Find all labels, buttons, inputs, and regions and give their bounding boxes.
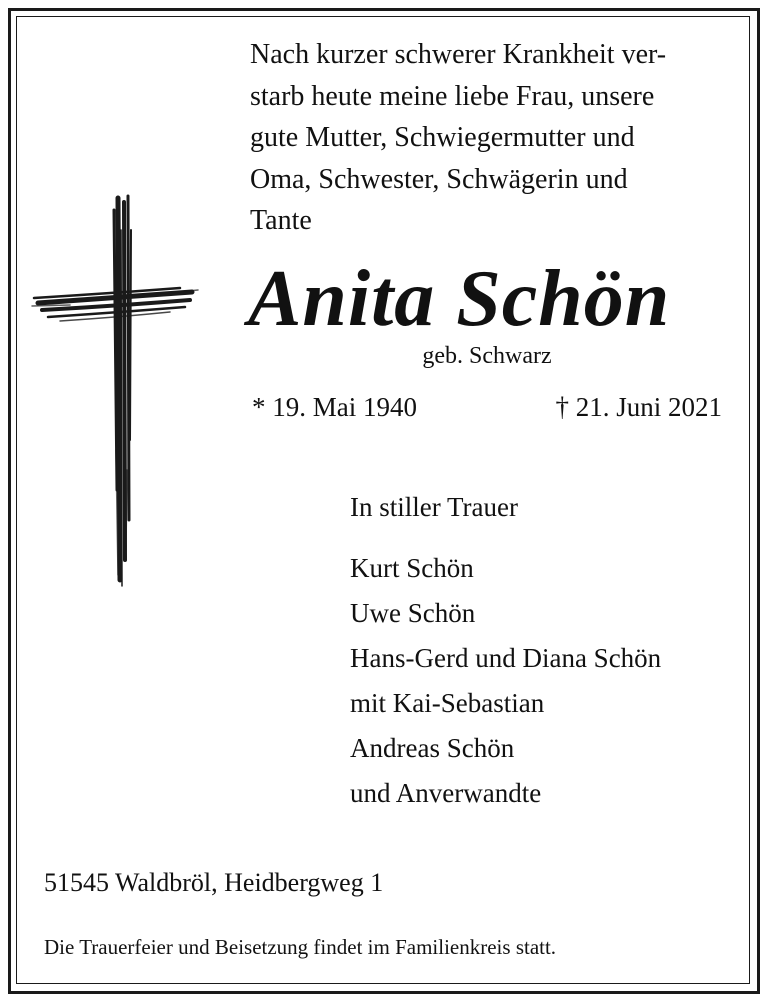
mourning-heading: In stiller Trauer [350, 492, 518, 522]
mourner-item: Uwe Schön [350, 598, 476, 628]
intro-line: gute Mutter, Schwiegermutter und [250, 122, 635, 153]
death-date: † 21. Juni 2021 [555, 392, 722, 422]
funeral-note: Die Trauerfeier und Beisetzung findet im Familienkreis statt. [44, 935, 557, 959]
mourner-item: Andreas Schön [350, 733, 515, 763]
intro-text [250, 34, 724, 242]
deceased-name: Anita Schön [248, 255, 671, 343]
mourners-list [350, 546, 661, 816]
intro-line: starb heute meine liebe Frau, unsere [250, 80, 655, 112]
intro-line: Nach kurzer schwerer Krankheit ver- [250, 39, 667, 70]
cross-icon [30, 190, 200, 590]
maiden-name: geb. Schwarz [422, 343, 552, 369]
mourner-item: Hans-Gerd und Diana Schön [350, 643, 662, 673]
intro-line: Oma, Schwester, Schwägerin und [250, 163, 628, 195]
mourner-item: mit Kai-Sebastian [350, 688, 545, 718]
mourner-item: und Anverwandte [350, 778, 542, 808]
birth-date: * 19. Mai 1940 [252, 392, 417, 422]
intro-line: Tante [250, 205, 312, 236]
mourner-item: Kurt Schön [350, 553, 474, 583]
address: 51545 Waldbröl, Heidbergweg 1 [44, 868, 384, 897]
